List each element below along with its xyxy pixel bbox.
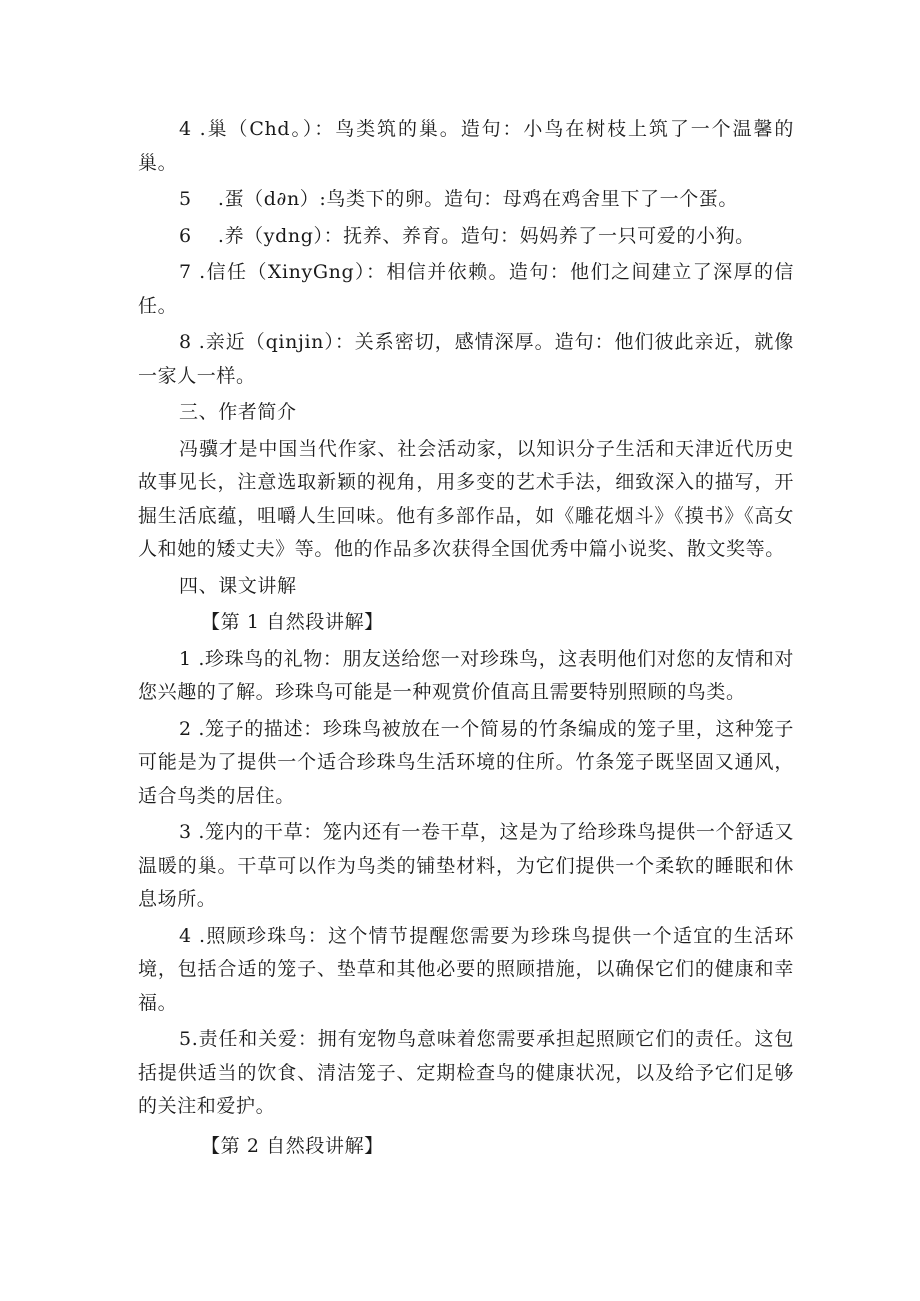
- lesson-point-2: 2 .笼子的描述：珍珠鸟被放在一个简易的竹条编成的笼子里，这种笼子可能是为了提供一个适合珍珠鸟生活环境的住所。竹条笼子既坚固又通风，适合鸟类的居住。: [138, 717, 794, 807]
- section-heading-author: 三、作者简介: [179, 401, 297, 423]
- lesson-point-1: 1 .珍珠鸟的礼物：朋友送给您一对珍珠鸟，这表明他们对您的友情和对您兴趣的了解。珍珠鸟可能是一种观赏价值高且需要特别照顾的鸟类。: [138, 647, 794, 703]
- vocab-item-chao: 4 .巢（Chd。）：鸟类筑的巢。造句：小鸟在树枝上筑了一个温馨的巢。: [138, 118, 794, 174]
- author-intro-paragraph: 冯骥才是中国当代作家、社会活动家，以知识分子生活和天津近代历史故事见长，注意选取新颖的视角，用多变的艺术手法，细致深入的描写，开掘生活底蕴，咀嚼人生回味。他有多部作品，如《雕花烟斗》《摸书》《高女人和她的矮丈夫》等。他的作品多次获得全国优秀中篇小说奖、散文奖等。: [138, 437, 794, 560]
- vocab-item-qinjin: 8 .亲近（qinjin）：关系密切，感情深厚。造句：他们彼此亲近，就像一家人一样。: [138, 331, 794, 387]
- document-body: [138, 113, 794, 1163]
- section-heading-lesson: 四、课文讲解: [179, 574, 297, 597]
- lesson-point-4: 4 .照顾珍珠鸟：这个情节提醒您需要为珍珠鸟提供一个适宜的生活环境，包括合适的笼子、垫草和其他必要的照顾措施，以确保它们的健康和幸福。: [138, 924, 794, 1014]
- lesson-point-3: 3 .笼内的干草：笼内还有一卷干草，这是为了给珍珠鸟提供一个舒适又温暖的巢。干草可以作为鸟类的铺垫材料，为它们提供一个柔软的睡眠和休息场所。: [138, 821, 794, 910]
- vocab-item-yang: 6 .养（ydng）：抚养、养育。造句：妈妈养了一只可爱的小狗。: [179, 224, 755, 247]
- vocab-item-xinren: 7 .信任（XinyGng）：相信并依赖。造句：他们之间建立了深厚的信任。: [138, 261, 794, 317]
- paragraph-1-title: 【第 1 自然段讲解】: [201, 611, 384, 633]
- paragraph-2-title: 【第 2 自然段讲解】: [201, 1134, 384, 1157]
- vocab-item-dan: 5 .蛋（d∂n）:鸟类下的卵。造句：母鸡在鸡舍里下了一个蛋。: [179, 188, 738, 210]
- lesson-point-5: 5.责任和关爱：拥有宠物鸟意味着您需要承担起照顾它们的责任。这包括提供适当的饮食、清洁笼子、定期检查鸟的健康状况，以及给予它们足够的关注和爱护。: [138, 1028, 794, 1117]
